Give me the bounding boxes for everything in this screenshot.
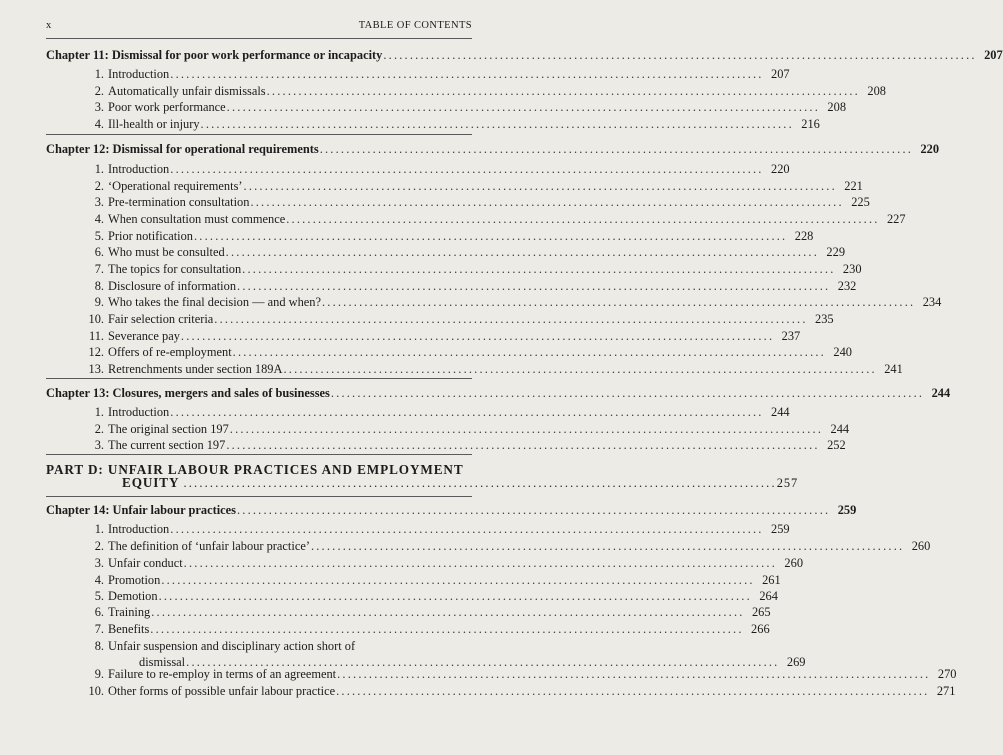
entry-title: Introduction — [108, 162, 170, 176]
page-ref: 208 — [867, 84, 886, 98]
page-ref: 237 — [781, 329, 801, 343]
page-ref: 244 — [931, 386, 951, 400]
entry-title: Automatically unfair dismissals — [108, 84, 266, 98]
entry-number: 3. — [94, 556, 104, 570]
dot-leader: ................................................................................................................ — [183, 556, 778, 570]
page-ref: 265 — [751, 605, 771, 619]
dot-leader: ................................................................................................................ — [337, 667, 931, 681]
entry-number: 6. — [94, 605, 104, 619]
entry-number: 10. — [88, 684, 104, 698]
part-heading: PART D: UNFAIR LABOUR PRACTICES AND EMPLOYMENT — [46, 462, 464, 477]
entry-title: Poor work performance — [108, 100, 226, 114]
toc-entry — [94, 422, 850, 437]
page-ref: 227 — [886, 212, 906, 226]
toc-entry — [88, 345, 852, 360]
toc-entry — [94, 639, 472, 654]
page-ref: 264 — [759, 589, 778, 603]
toc-entry — [94, 195, 870, 210]
entry-number: 7. — [94, 622, 104, 636]
dot-leader: ................................................................................................................ — [229, 422, 824, 436]
entry-title: ‘Operational requirements’ — [108, 179, 243, 193]
entry-number: 4. — [94, 212, 104, 226]
entry-number: 5. — [94, 589, 104, 603]
entry-title: Introduction — [108, 522, 170, 536]
chapter-title: Chapter 13: Closures, mergers and sales of businesses — [46, 386, 330, 400]
toc-entry — [94, 405, 790, 420]
dot-leader: ................................................................................................................ — [225, 245, 820, 259]
section-rule — [46, 454, 472, 455]
chapter-heading — [46, 503, 857, 518]
toc-entry — [94, 229, 814, 244]
page-ref: 257 — [776, 476, 799, 490]
toc-entry — [94, 556, 804, 571]
dot-leader: ................................................................................................................ — [321, 295, 916, 309]
entry-title: When consultation must commence — [108, 212, 286, 226]
entry-number: 3. — [94, 100, 104, 114]
entry-number: 7. — [94, 262, 104, 276]
dot-leader: ................................................................................................................ — [214, 312, 808, 326]
entry-number: 2. — [94, 179, 104, 193]
toc-entry — [88, 329, 801, 344]
dot-leader: ................................................................................................................ — [158, 589, 752, 603]
page-ref: 260 — [911, 539, 931, 553]
entry-title-continued: dismissal — [139, 655, 186, 669]
page-number: x — [46, 20, 52, 31]
header-rule — [46, 38, 472, 39]
entry-title: Who must be consulted — [108, 245, 225, 259]
part-heading-continued — [122, 475, 799, 491]
dot-leader: ................................................................................................................ — [236, 503, 831, 517]
page-ref: 240 — [833, 345, 852, 359]
dot-leader: ................................................................................................................ — [170, 162, 764, 176]
section-rule — [46, 496, 472, 497]
page-ref: 207 — [984, 48, 1003, 62]
page-ref: 241 — [884, 362, 903, 376]
section-rule — [46, 378, 472, 379]
toc-entry — [94, 522, 790, 537]
dot-leader: ................................................................................................................ — [170, 405, 764, 419]
entry-title: Promotion — [108, 573, 161, 587]
entry-number: 1. — [94, 162, 104, 176]
dot-leader: ................................................................................................................ — [319, 142, 914, 156]
chapter-heading — [46, 386, 951, 401]
page-ref: 216 — [801, 117, 820, 131]
toc-entry — [94, 605, 771, 620]
dot-leader: ................................................................................................................ — [180, 329, 775, 343]
page-ref: 266 — [751, 622, 770, 636]
chapter-heading — [46, 48, 1003, 63]
entry-title: Unfair conduct — [108, 556, 183, 570]
toc-entry — [94, 262, 862, 277]
page-ref: 261 — [762, 573, 781, 587]
entry-number: 11. — [88, 329, 104, 343]
entry-number: 2. — [94, 422, 104, 436]
chapter-title: Chapter 14: Unfair labour practices — [46, 503, 236, 517]
running-title: TABLE OF CONTENTS — [358, 20, 472, 31]
toc-entry — [94, 117, 820, 132]
toc-entry — [88, 312, 834, 327]
page-ref: 225 — [851, 195, 870, 209]
dot-leader: ................................................................................................................ — [150, 622, 744, 636]
dot-leader: ................................................................................................................ — [286, 212, 880, 226]
entry-number: 1. — [94, 67, 104, 81]
dot-leader: ................................................................................................................ — [242, 262, 836, 276]
page-ref: 270 — [937, 667, 957, 681]
chapter-heading — [46, 142, 940, 157]
page-ref: 259 — [771, 522, 790, 536]
toc-entry — [88, 684, 956, 699]
page-ref: 220 — [771, 162, 790, 176]
entry-number: 5. — [94, 229, 104, 243]
entry-number: 12. — [88, 345, 104, 359]
entry-number: 6. — [94, 245, 104, 259]
entry-title: Ill-health or injury — [108, 117, 200, 131]
dot-leader: ................................................................................................................ — [194, 229, 788, 243]
chapter-title: Chapter 12: Dismissal for operational requirements — [46, 142, 319, 156]
page-ref: 230 — [842, 262, 862, 276]
entry-number: 1. — [94, 522, 104, 536]
entry-number: 4. — [94, 117, 104, 131]
toc-entry — [94, 667, 957, 682]
toc-entry — [88, 362, 903, 377]
toc-entry — [94, 67, 790, 82]
dot-leader: ................................................................................................................ — [226, 100, 821, 114]
entry-title: Other forms of possible unfair labour practice — [108, 684, 336, 698]
entry-title: Training — [108, 605, 151, 619]
dot-leader: ................................................................................................................ — [161, 573, 755, 587]
entry-number: 1. — [94, 405, 104, 419]
dot-leader: ................................................................................................................ — [266, 84, 860, 98]
entry-number: 13. — [88, 362, 104, 376]
page-ref: 235 — [815, 312, 834, 326]
toc-entry — [94, 622, 770, 637]
page-ref: 221 — [844, 179, 863, 193]
toc-entry — [94, 245, 846, 260]
entry-title: Retrenchments under section 189A — [108, 362, 283, 376]
entry-number: 3. — [94, 438, 104, 452]
toc-entry — [94, 279, 857, 294]
entry-title: Unfair suspension and disciplinary action short of — [108, 639, 356, 653]
page-ref: 260 — [784, 556, 804, 570]
dot-leader: ................................................................................................................ — [250, 195, 844, 209]
entry-title: The topics for consultation — [108, 262, 242, 276]
dot-leader: ................................................................................................................ — [200, 117, 794, 131]
toc-entry — [94, 573, 781, 588]
toc-entry — [94, 179, 863, 194]
entry-title: Offers of re-employment — [108, 345, 232, 359]
entry-title: Fair selection criteria — [108, 312, 214, 326]
dot-leader: ................................................................................................................ — [151, 605, 745, 619]
entry-title: Demotion — [108, 589, 158, 603]
entry-title: Severance pay — [108, 329, 180, 343]
page-ref: 220 — [920, 142, 940, 156]
entry-number: 9. — [94, 295, 104, 309]
dot-leader: ................................................................................................................ — [226, 438, 820, 452]
dot-leader: ................................................................................................................ — [310, 539, 905, 553]
page-ref: 259 — [837, 503, 857, 517]
toc-entry — [94, 212, 906, 227]
dot-leader: ................................................................................................................ — [170, 67, 764, 81]
part-title-end: EQUITY — [122, 475, 180, 490]
entry-title: The definition of ‘unfair labour practice’ — [108, 539, 310, 553]
page-ref: 269 — [786, 655, 806, 669]
entry-title: Who takes the final decision — and when? — [108, 295, 321, 309]
entry-number: 8. — [94, 279, 104, 293]
entry-number: 2. — [94, 539, 104, 553]
toc-entry — [94, 100, 847, 115]
entry-title: The original section 197 — [108, 422, 229, 436]
toc-entry — [94, 539, 931, 554]
toc-entry — [94, 438, 846, 453]
entry-number: 8. — [94, 639, 104, 653]
page-ref: 244 — [771, 405, 790, 419]
page-ref: 208 — [827, 100, 847, 114]
entry-title: Prior notification — [108, 229, 193, 243]
entry-number: 3. — [94, 195, 104, 209]
page-ref: 234 — [922, 295, 942, 309]
dot-leader: ................................................................................................................ — [283, 362, 877, 376]
page-ref: 228 — [794, 229, 814, 243]
toc-entry — [94, 589, 778, 604]
page-ref: 252 — [827, 438, 846, 452]
dot-leader: ................................................................................................................ — [183, 476, 777, 490]
dot-leader: ................................................................................................................ — [243, 179, 837, 193]
entry-title: Disclosure of information — [108, 279, 237, 293]
chapter-title: Chapter 11: Dismissal for poor work performance or incapacity — [46, 48, 383, 62]
dot-leader: ................................................................................................................ — [232, 345, 826, 359]
toc-entry — [94, 84, 886, 99]
entry-title: The current section 197 — [108, 438, 226, 452]
entry-number: 10. — [88, 312, 104, 326]
page-ref: 207 — [771, 67, 790, 81]
entry-title: Pre-termination consultation — [108, 195, 250, 209]
dot-leader: ................................................................................................................ — [186, 655, 780, 669]
entry-number: 4. — [94, 573, 104, 587]
page-ref: 229 — [826, 245, 846, 259]
entry-title: Introduction — [108, 405, 170, 419]
dot-leader: ................................................................................................................ — [383, 48, 977, 62]
toc-entry — [94, 162, 790, 177]
entry-title: Benefits — [108, 622, 150, 636]
page-ref: 232 — [837, 279, 857, 293]
dot-leader: ................................................................................................................ — [170, 522, 764, 536]
page-ref: 271 — [936, 684, 956, 698]
toc-entry — [94, 295, 942, 310]
page-ref: 244 — [830, 422, 850, 436]
dot-leader: ................................................................................................................ — [336, 684, 930, 698]
entry-number: 9. — [94, 667, 104, 681]
entry-title: Failure to re-employ in terms of an agreement — [108, 667, 337, 681]
dot-leader: ................................................................................................................ — [330, 386, 925, 400]
entry-title: Introduction — [108, 67, 170, 81]
section-rule — [46, 134, 472, 135]
dot-leader: ................................................................................................................ — [237, 279, 831, 293]
running-head — [46, 20, 472, 31]
entry-number: 2. — [94, 84, 104, 98]
